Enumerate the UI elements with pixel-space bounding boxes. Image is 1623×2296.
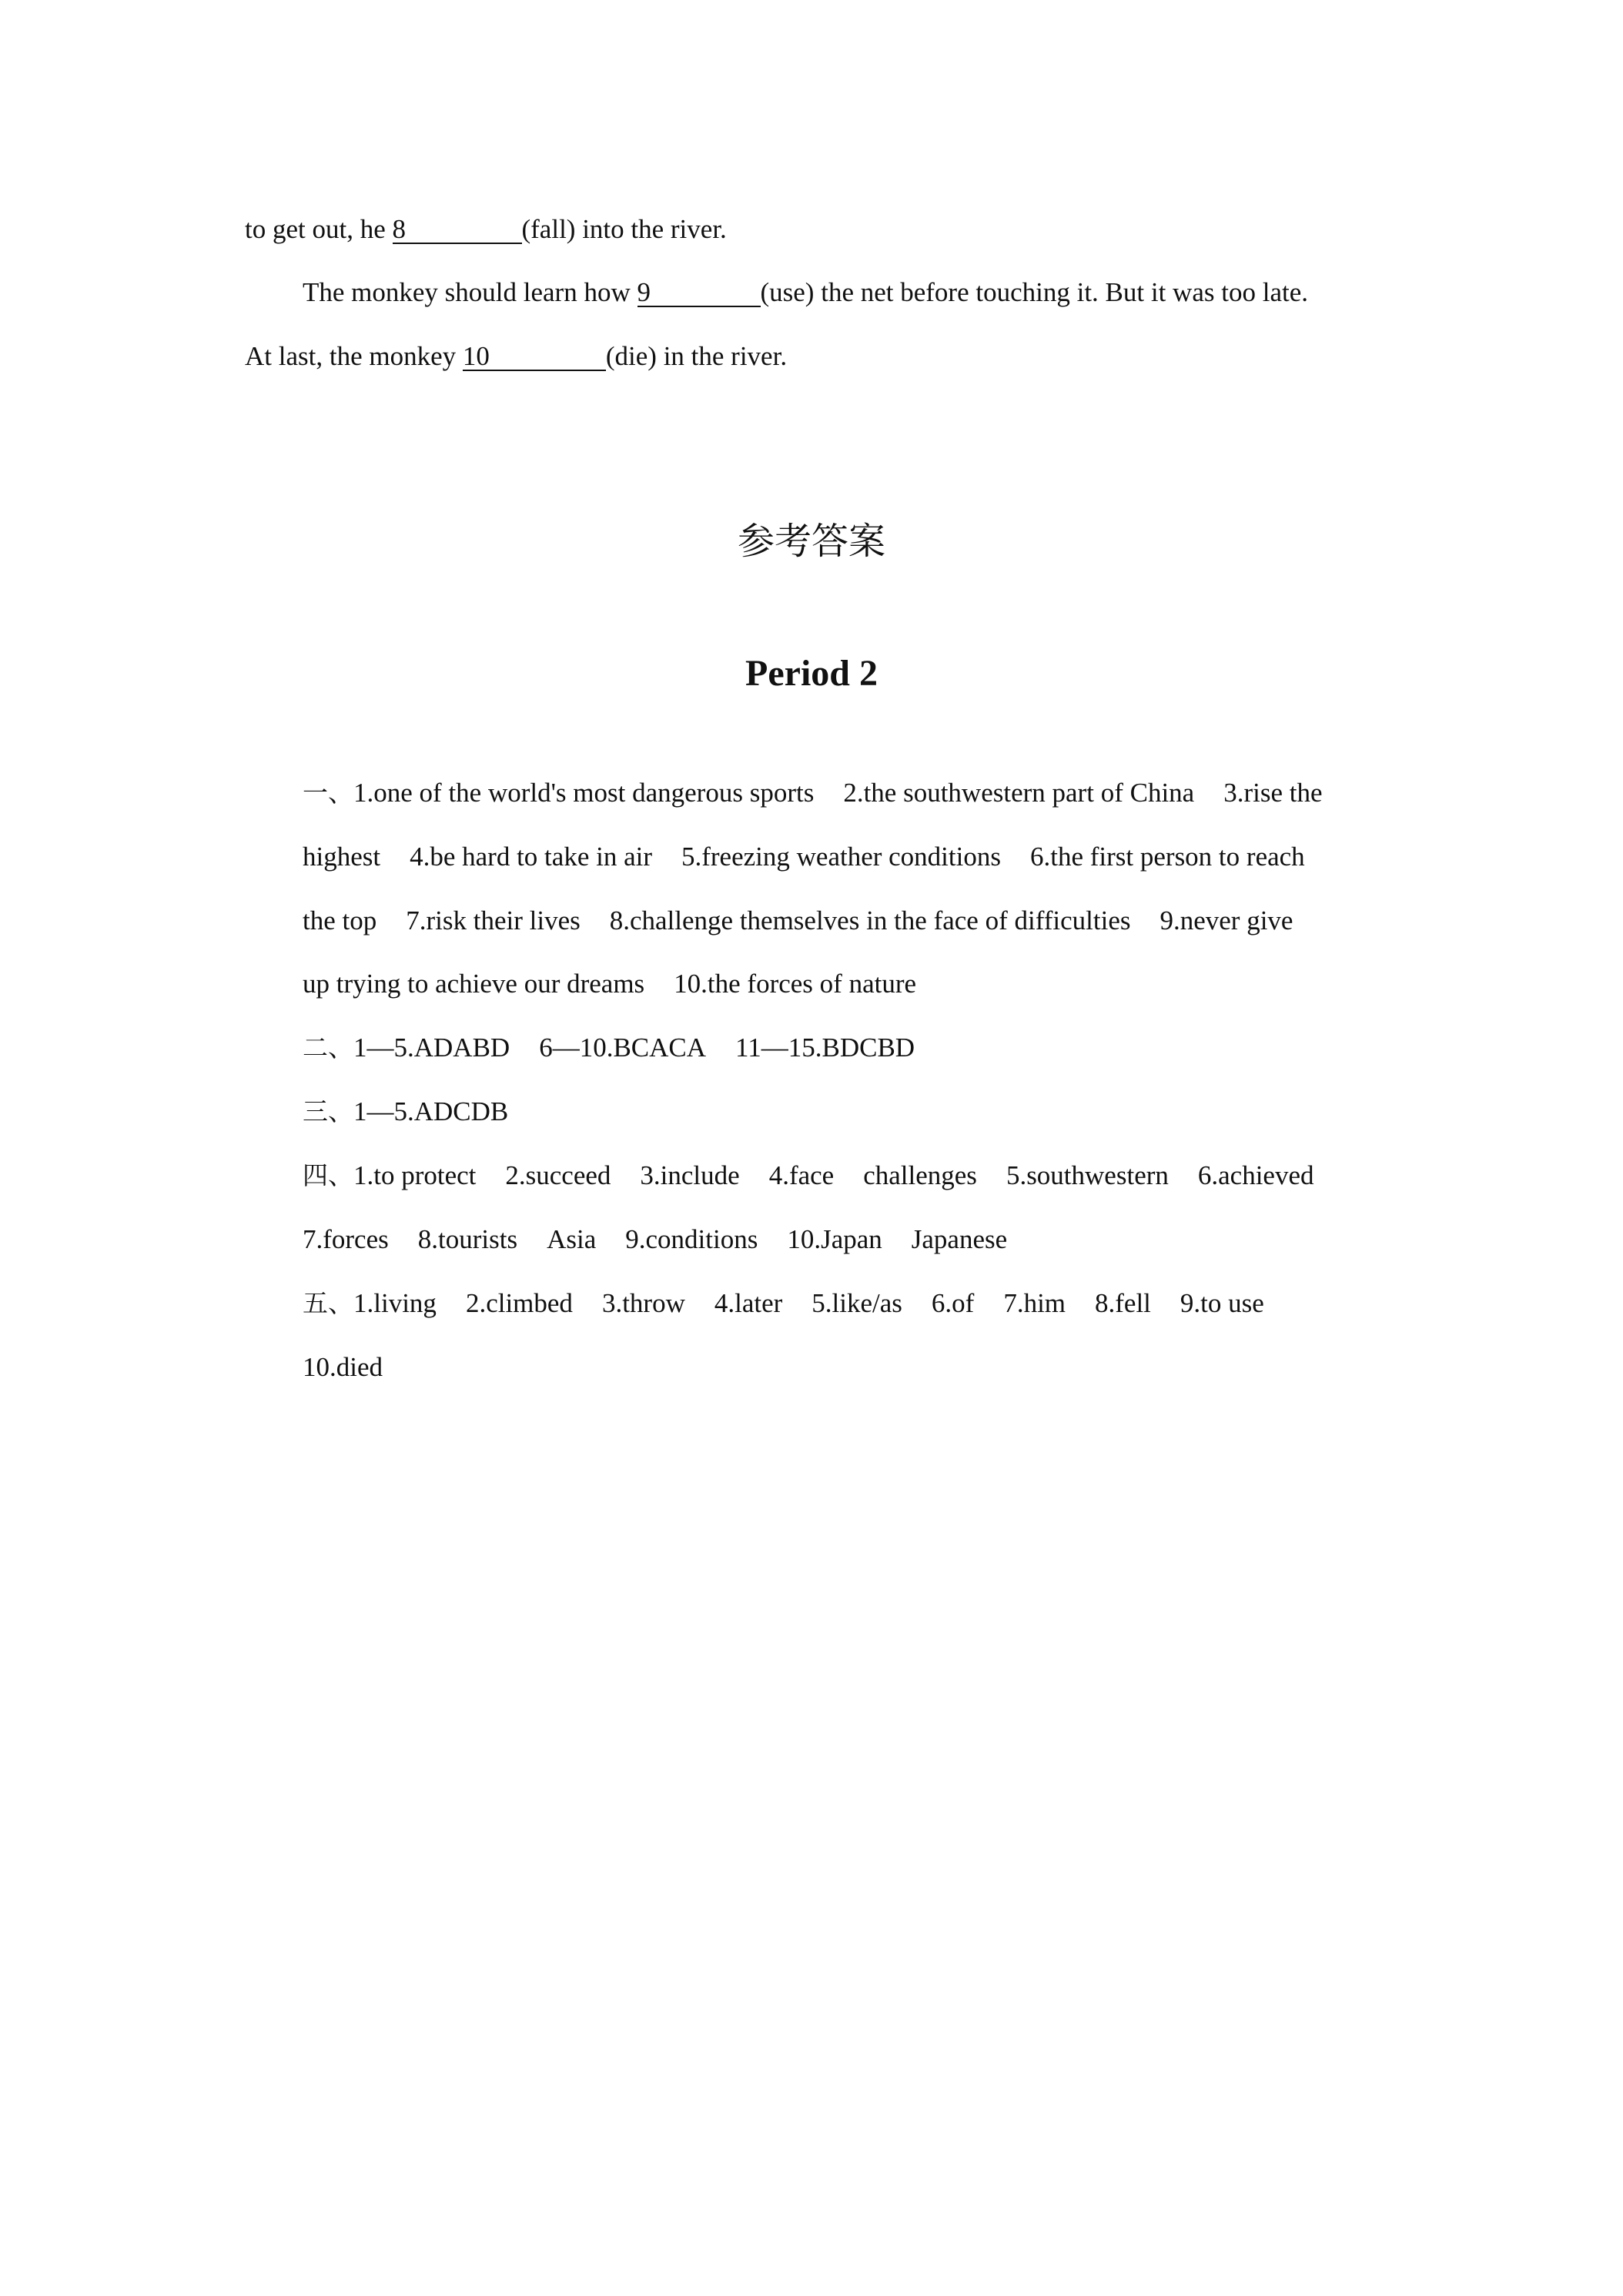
answer-item: 3.rise the (1223, 778, 1323, 808)
answer-item: 7.him (1003, 1288, 1066, 1318)
section-5-label: 五、 (303, 1288, 353, 1318)
section-1-line-2 (303, 840, 1305, 874)
section-2-label: 二、 (303, 1033, 353, 1063)
answer-item: 8.challenge themselves in the face of difficulties (609, 905, 1131, 935)
answer-item: 2.the southwestern part of China (843, 778, 1195, 808)
blank-number: 8 (392, 214, 406, 244)
answer-item: 4.be hard to take in air (410, 842, 652, 872)
period-title: Period 2 (745, 653, 878, 694)
section-1-line-1 (303, 776, 1323, 810)
answer-item: 1—5.ADCDB (353, 1096, 509, 1126)
section-4-line-2 (303, 1223, 1007, 1257)
answer-item: Japanese (911, 1224, 1008, 1254)
answer-item: 10.the forces of nature (674, 969, 917, 999)
answer-item: 1.one of the world's most dangerous sports (353, 778, 815, 808)
answer-item: challenges (863, 1160, 977, 1190)
section-1-label: 一、 (303, 778, 353, 808)
answer-item: 8.fell (1095, 1288, 1151, 1318)
answer-item: 4.later (714, 1288, 783, 1318)
answer-item: 1.living (353, 1288, 437, 1318)
answer-item: 6.achieved (1197, 1160, 1314, 1190)
section-1-line-4 (303, 967, 916, 1001)
passage-line-1 (245, 213, 727, 246)
answer-item: 5.southwestern (1006, 1160, 1169, 1190)
answer-item: 7.forces (303, 1224, 389, 1254)
passage-text: (die) in the river. (605, 341, 788, 371)
answer-item: 11—15.BDCBD (735, 1033, 915, 1063)
passage-line-2 (303, 276, 1308, 310)
answer-item: 10.Japan (787, 1224, 882, 1254)
answer-item: 6.of (931, 1288, 975, 1318)
answer-item: 3.include (640, 1160, 740, 1190)
answer-key-title: 参考答案 (737, 520, 885, 563)
answer-item: 8.tourists (417, 1224, 518, 1254)
section-2-line-1 (303, 1031, 915, 1065)
answer-item: 9.never give (1160, 905, 1293, 935)
answer-item: 6.the first person to reach (1029, 842, 1305, 872)
answer-item: 9.to use (1180, 1288, 1264, 1318)
section-4-label: 四、 (303, 1160, 353, 1190)
answer-item: 2.succeed (505, 1160, 611, 1190)
section-5-line-2 (303, 1350, 383, 1384)
section-3-label: 三、 (303, 1096, 353, 1126)
answer-item: 9.conditions (625, 1224, 758, 1254)
passage-text: (fall) into the river. (521, 214, 727, 244)
section-5-line-1 (303, 1287, 1264, 1320)
passage-text: At last, the monkey (245, 341, 463, 371)
answer-item: 5.freezing weather conditions (681, 842, 1001, 872)
answer-blank-9 (637, 279, 761, 307)
answer-item: 1—5.ADABD (353, 1033, 510, 1063)
answer-blank-10 (463, 343, 606, 371)
answer-blank-8 (393, 216, 522, 244)
answer-item: Asia (547, 1224, 597, 1254)
answer-item: 2.climbed (465, 1288, 573, 1318)
answer-item: 10.died (303, 1352, 383, 1382)
passage-text: to get out, he (245, 214, 393, 244)
section-3-line-1 (303, 1095, 508, 1129)
answer-item: 1.to protect (353, 1160, 477, 1190)
answer-item: 4.face (768, 1160, 835, 1190)
passage-text: The monkey should learn how (303, 277, 637, 307)
answer-item: 6—10.BCACA (539, 1033, 707, 1063)
answer-item: highest (303, 842, 381, 872)
blank-number: 10 (462, 341, 490, 371)
answer-item: 7.risk their lives (406, 905, 581, 935)
answer-item: 5.like/as (812, 1288, 902, 1318)
passage-text: (use) the net before touching it. But it was too late. (760, 277, 1308, 307)
answer-item: the top (303, 905, 377, 935)
passage-line-3 (245, 340, 787, 373)
blank-number: 9 (637, 277, 651, 307)
section-4-line-1 (303, 1159, 1314, 1193)
answer-item: 3.throw (601, 1288, 685, 1318)
section-1-line-3 (303, 904, 1293, 938)
answer-item: up trying to achieve our dreams (303, 969, 645, 999)
